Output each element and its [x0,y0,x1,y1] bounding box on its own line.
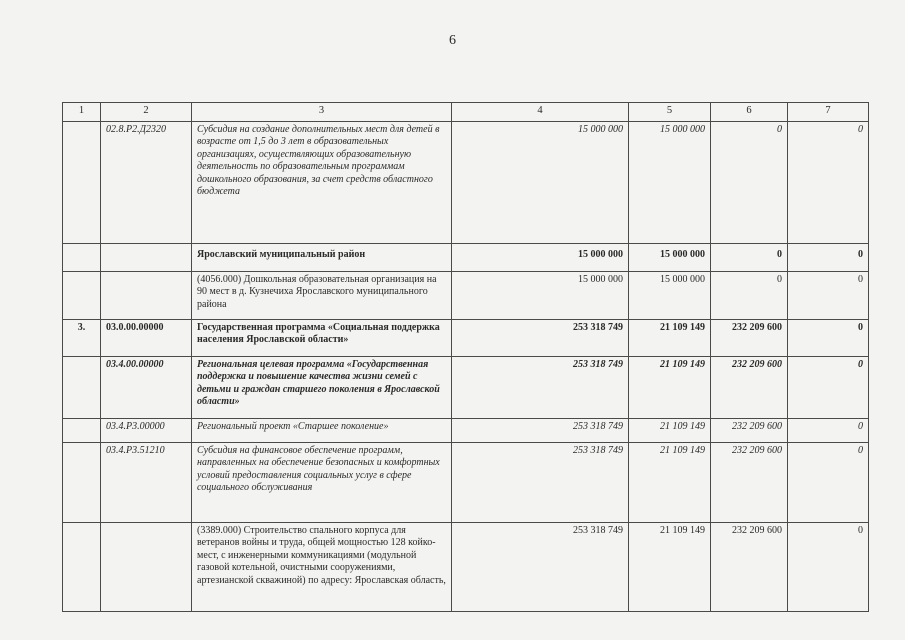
table-row [63,244,869,272]
column-header: 7 [788,103,869,122]
amount-col5: 21 109 149 [629,523,711,612]
amount-col6: 232 209 600 [711,419,788,443]
row-number [63,443,101,523]
amount-col5: 15 000 000 [629,244,711,272]
amount-col5: 15 000 000 [629,272,711,320]
budget-code [101,244,192,272]
amount-total: 253 318 749 [452,523,629,612]
row-number [63,357,101,419]
row-number [63,244,101,272]
amount-col5: 21 109 149 [629,419,711,443]
amount-col6: 0 [711,122,788,244]
amount-col6: 232 209 600 [711,320,788,357]
amount-col7: 0 [788,443,869,523]
amount-total: 15 000 000 [452,122,629,244]
row-number: 3. [63,320,101,357]
budget-code: 02.8.P2.Д2320 [101,122,192,244]
page-number: 6 [449,33,456,48]
amount-col5: 15 000 000 [629,122,711,244]
item-description: Субсидия на создание дополнительных мест для детей в возрасте от 1,5 до 3 лет в образовательных организациях, осуществляющих образовательную деятельность по образовательным программам дошкольного образования, за счет средств областного бюджета [192,122,452,244]
column-header: 4 [452,103,629,122]
budget-code [101,272,192,320]
column-header: 2 [101,103,192,122]
column-header: 6 [711,103,788,122]
table-row [63,443,869,523]
row-number [63,122,101,244]
column-header: 1 [63,103,101,122]
table-row [63,419,869,443]
amount-col6: 232 209 600 [711,443,788,523]
amount-col7: 0 [788,244,869,272]
item-description: Субсидия на финансовое обеспечение программ, направленных на обеспечение безопасных и комфортных условий предоставления социальных услуг в сфере социального обслуживания [192,443,452,523]
header-row [63,103,869,122]
item-description: Ярославский муниципальный район [192,244,452,272]
row-number [63,523,101,612]
amount-col7: 0 [788,357,869,419]
amount-col7: 0 [788,320,869,357]
amount-total: 15 000 000 [452,244,629,272]
amount-col7: 0 [788,523,869,612]
amount-col6: 0 [711,272,788,320]
item-description: Региональный проект «Старшее поколение» [192,419,452,443]
amount-col7: 0 [788,272,869,320]
amount-col5: 21 109 149 [629,443,711,523]
table-row [63,523,869,612]
column-header: 3 [192,103,452,122]
amount-col6: 0 [711,244,788,272]
table-row [63,122,869,244]
column-header: 5 [629,103,711,122]
amount-col7: 0 [788,419,869,443]
budget-code [101,523,192,612]
row-number [63,272,101,320]
budget-table [62,102,869,612]
amount-col6: 232 209 600 [711,357,788,419]
amount-total: 253 318 749 [452,357,629,419]
table-row [63,272,869,320]
item-description: (3389.000) Строительство спального корпуса для ветеранов войны и труда, общей мощностью 128 койко-мест, с инженерными коммуникациями (модульной газовой котельной, очистными сооружениями, артезианской скважиной) по адресу: Ярославская область, [192,523,452,612]
item-description: Государственная программа «Социальная поддержка населения Ярославской области» [192,320,452,357]
amount-total: 253 318 749 [452,443,629,523]
budget-code: 03.4.P3.00000 [101,419,192,443]
amount-total: 253 318 749 [452,320,629,357]
amount-col6: 232 209 600 [711,523,788,612]
amount-col7: 0 [788,122,869,244]
budget-code: 03.0.00.00000 [101,320,192,357]
table-row [63,320,869,357]
amount-total: 15 000 000 [452,272,629,320]
item-description: (4056.000) Дошкольная образовательная организация на 90 мест в д. Кузнечиха Ярославского муниципального района [192,272,452,320]
budget-code: 03.4.00.00000 [101,357,192,419]
row-number [63,419,101,443]
table-row [63,357,869,419]
item-description: Региональная целевая программа «Государственная поддержка и повышение качества жизни семей с детьми и граждан старшего поколения в Ярославской области» [192,357,452,419]
budget-code: 03.4.P3.51210 [101,443,192,523]
amount-total: 253 318 749 [452,419,629,443]
amount-col5: 21 109 149 [629,357,711,419]
amount-col5: 21 109 149 [629,320,711,357]
